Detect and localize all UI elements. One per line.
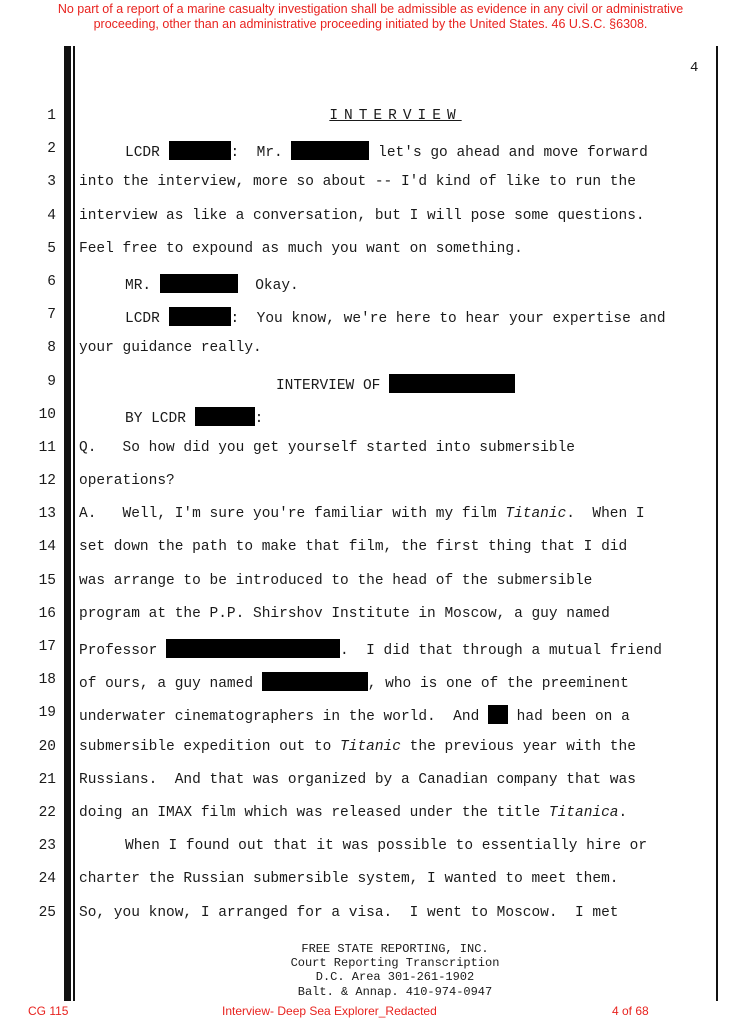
- document-id: CG 115: [28, 1004, 69, 1018]
- text-segment: Okay.: [237, 277, 299, 294]
- line-text: operations?: [79, 473, 175, 490]
- text-segment: : You know, we're here to hear your expertise and: [230, 311, 666, 328]
- footer-balt-phone: Balt. & Annap. 410-974-0947: [297, 984, 493, 999]
- text-segment: of ours, a guy named: [79, 676, 262, 693]
- line-text: Feel free to expound as much you want on something.: [79, 240, 523, 257]
- line-number: 16: [38, 605, 56, 622]
- transcript-line: [0, 703, 741, 736]
- line-text: [125, 307, 666, 327]
- text-segment: INTERVIEW OF: [275, 377, 390, 394]
- document-title: Interview- Deep Sea Explorer_Redacted: [222, 1004, 437, 1018]
- line-text: [125, 141, 648, 161]
- transcript-line: [0, 206, 741, 239]
- interview-heading: INTERVIEW: [329, 108, 462, 124]
- line-number: 14: [38, 539, 56, 556]
- line-number: 20: [38, 738, 56, 755]
- line-number: 3: [47, 174, 56, 191]
- footer-dc-phone: D.C. Area 301-261-1902: [315, 970, 475, 985]
- text-segment: had been on a: [507, 709, 630, 726]
- transcript-line: [0, 338, 741, 371]
- transcript-line: [0, 903, 741, 936]
- transcript-line: [0, 537, 741, 570]
- line-number: 1: [47, 108, 56, 124]
- transcript-line: [0, 737, 741, 770]
- line-text: your guidance really.: [79, 340, 262, 357]
- text-segment: the previous year with the: [400, 738, 636, 755]
- line-number: 15: [38, 572, 56, 589]
- text-segment: submersible expedition out to: [79, 738, 341, 755]
- line-number: 24: [38, 871, 56, 888]
- redaction-box: [160, 274, 238, 293]
- line-number: 7: [47, 307, 56, 324]
- line-number: 6: [47, 273, 56, 290]
- transcript-line: [0, 239, 741, 272]
- line-number: 25: [38, 904, 56, 921]
- line-text: [75, 374, 716, 394]
- page-of-total: 4 of 68: [612, 1004, 649, 1018]
- transcript-line: [0, 305, 741, 338]
- transcript-line: [0, 372, 741, 405]
- line-text: into the interview, more so about -- I'd kind of like to run the: [79, 174, 636, 191]
- line-number: 13: [38, 506, 56, 523]
- transcript-line: [0, 836, 741, 869]
- transcript-line: [0, 139, 741, 172]
- text-segment: . I did that through a mutual friend: [340, 643, 662, 659]
- redaction-box: [195, 407, 255, 426]
- line-number: 2: [47, 141, 56, 158]
- line-text: [75, 108, 716, 124]
- text-segment: LCDR: [125, 145, 169, 162]
- film-title: Titanic: [340, 738, 401, 755]
- text-segment: underwater cinematographers in the world. And: [79, 709, 488, 726]
- line-text: Russians. And that was organized by a Canadian company that was: [79, 771, 636, 788]
- transcript-line: [0, 869, 741, 902]
- line-number: 21: [38, 771, 56, 788]
- transcript-line: [0, 670, 741, 703]
- line-text: When I found out that it was possible to essentially hire or: [125, 838, 648, 855]
- text-segment: let's go ahead and move forward: [369, 145, 648, 162]
- footer-company: FREE STATE REPORTING, INC.: [301, 942, 489, 956]
- line-text: was arrange to be introduced to the head of the submersible: [79, 572, 593, 589]
- line-number: 23: [38, 838, 56, 855]
- transcript-line: [0, 571, 741, 604]
- text-segment: MR.: [125, 277, 160, 294]
- redaction-box: [291, 141, 369, 160]
- transcript-line: [0, 770, 741, 803]
- footer-services: Court Reporting Transcription: [290, 956, 500, 971]
- line-number: 8: [47, 340, 56, 357]
- line-number: 12: [38, 473, 56, 490]
- line-text: [79, 639, 662, 659]
- line-text: So, you know, I arranged for a visa. I went to Moscow. I met: [79, 904, 619, 921]
- line-number: 4: [47, 207, 56, 224]
- line-number: 9: [47, 373, 56, 390]
- transcript-line: [0, 471, 741, 504]
- line-text: Q. So how did you get yourself started into submersible: [79, 439, 575, 456]
- redaction-box: [166, 639, 340, 658]
- line-text: [79, 705, 630, 725]
- transcript-line: [0, 803, 741, 836]
- line-text: [79, 672, 629, 692]
- redaction-box: [262, 672, 368, 691]
- transcript-line: [0, 405, 741, 438]
- text-segment: .: [618, 804, 628, 821]
- line-text: [79, 739, 636, 755]
- reporter-footer: [170, 942, 620, 999]
- transcript-lines: [0, 106, 741, 936]
- text-segment: Professor: [79, 643, 167, 659]
- line-number: 19: [38, 705, 56, 722]
- text-segment: : Mr.: [230, 145, 292, 162]
- transcript-line: [0, 272, 741, 305]
- text-segment: . When I: [566, 506, 645, 523]
- redaction-box: [389, 374, 515, 393]
- line-text: [125, 274, 299, 294]
- line-text: interview as like a conversation, but I will pose some questions.: [79, 207, 645, 224]
- transcript-line: [0, 637, 741, 670]
- text-segment: BY LCDR: [125, 410, 195, 427]
- redaction-box: [169, 141, 231, 160]
- transcript-line: [0, 172, 741, 205]
- film-title: Titanic: [505, 506, 567, 523]
- text-segment: , who is one of the preeminent: [367, 676, 629, 693]
- line-number: 5: [47, 240, 56, 257]
- text-segment: doing an IMAX film which was released under the title: [79, 804, 549, 821]
- line-number: 10: [38, 406, 56, 423]
- redaction-box: [169, 307, 231, 326]
- line-text: charter the Russian submersible system, I wanted to meet them.: [79, 871, 619, 888]
- transcript-line: [0, 504, 741, 537]
- admissibility-disclaimer: No part of a report of a marine casualty investigation shall be admissible as evidence in any civil or administrative proceeding, other than an administrative proceeding initiated by the United States. 46 U.S.C. §6308.: [57, 2, 684, 31]
- line-text: program at the P.P. Shirshov Institute in Moscow, a guy named: [79, 605, 610, 622]
- line-number: 18: [38, 672, 56, 689]
- line-number: 17: [38, 639, 56, 655]
- line-text: [79, 805, 627, 821]
- page-number: 4: [690, 60, 699, 76]
- redaction-box: [488, 705, 508, 724]
- transcript-line: [0, 438, 741, 471]
- text-segment: :: [254, 410, 264, 427]
- film-title: Titanica: [548, 804, 619, 821]
- line-number: 22: [38, 804, 56, 821]
- line-text: [125, 407, 263, 427]
- transcript-line: [0, 106, 741, 139]
- transcript-line: [0, 604, 741, 637]
- text-segment: LCDR: [125, 311, 169, 328]
- line-text: [79, 506, 645, 522]
- line-text: set down the path to make that film, the first thing that I did: [79, 539, 628, 556]
- line-number: 11: [38, 439, 56, 456]
- text-segment: A. Well, I'm sure you're familiar with my film: [79, 506, 506, 523]
